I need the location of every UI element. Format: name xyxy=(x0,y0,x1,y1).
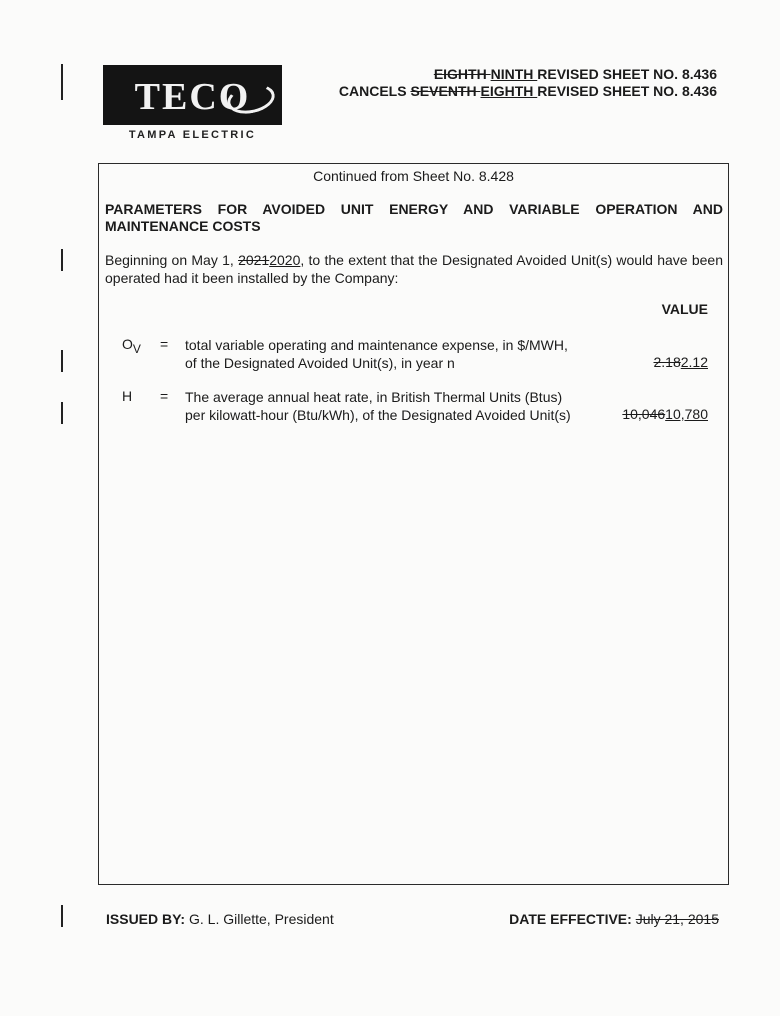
param-value xyxy=(622,406,708,422)
sheet-label: REVISED SHEET NO. 8.436 xyxy=(537,83,717,99)
symbol-letter: O xyxy=(122,336,133,352)
old-value: 10,046 xyxy=(622,406,666,422)
revision-bar xyxy=(61,350,63,372)
logo-brand: TECO xyxy=(134,76,251,118)
value-column-header: VALUE xyxy=(661,301,708,317)
logo-subtitle: TAMPA ELECTRIC xyxy=(128,129,257,141)
revision-bar xyxy=(61,905,63,927)
description-line: per kilowatt-hour (Btu/kWh), of the Designated Avoided Unit(s) xyxy=(185,407,571,423)
intro-text: Beginning on May 1, xyxy=(105,252,239,268)
inserted-text: NINTH xyxy=(490,66,538,82)
param-symbol xyxy=(122,336,141,356)
old-value: 2.18 xyxy=(653,354,681,370)
symbol-subscript: V xyxy=(132,341,141,356)
revision-bar xyxy=(61,249,63,271)
tariff-sheet-body xyxy=(98,163,729,885)
param-description xyxy=(185,388,597,424)
inserted-text: EIGHTH xyxy=(480,83,538,99)
revision-bar xyxy=(61,64,63,100)
intro-paragraph xyxy=(105,251,723,287)
struck-text: EIGHTH xyxy=(433,66,491,82)
sheet-number-line xyxy=(434,66,717,82)
param-description xyxy=(185,336,597,372)
intro-text: , to the extent that the Designated Avoided Unit(s) would have been operated had it been installed by the Company: xyxy=(105,252,724,286)
equals-sign: = xyxy=(160,336,169,352)
struck-date: July 21, 2015 xyxy=(635,911,719,927)
section-title: PARAMETERS FOR AVOIDED UNIT ENERGY AND VARIABLE OPERATION AND MAINTENANCE COSTS xyxy=(105,201,723,234)
description-line: total variable operating and maintenance expense, in $/MWH, xyxy=(185,337,568,353)
cancels-prefix: CANCELS xyxy=(338,83,411,99)
sheet-label: REVISED SHEET NO. 8.436 xyxy=(537,66,717,82)
symbol-letter: H xyxy=(122,388,133,404)
description-line: of the Designated Avoided Unit(s), in year n xyxy=(185,355,455,371)
revision-bar xyxy=(61,402,63,424)
new-year: 2020 xyxy=(269,252,301,268)
equals-sign: = xyxy=(160,388,169,404)
new-value: 2.12 xyxy=(680,354,708,370)
struck-year: 2021 xyxy=(238,252,270,268)
issued-label: ISSUED BY: xyxy=(106,911,186,927)
issued-value: G. L. Gillette, President xyxy=(188,911,334,927)
struck-text: SEVENTH xyxy=(410,83,481,99)
param-symbol xyxy=(122,388,132,404)
new-value: 10,780 xyxy=(665,406,708,422)
date-effective xyxy=(509,911,719,927)
description-line: The average annual heat rate, in British Thermal Units (Btus) xyxy=(185,389,563,405)
continued-note: Continued from Sheet No. 8.428 xyxy=(313,168,514,184)
date-label: DATE EFFECTIVE: xyxy=(509,911,632,927)
cancels-line xyxy=(339,83,717,99)
teco-logo xyxy=(103,65,282,125)
issued-by xyxy=(106,911,334,927)
param-value xyxy=(654,354,709,370)
